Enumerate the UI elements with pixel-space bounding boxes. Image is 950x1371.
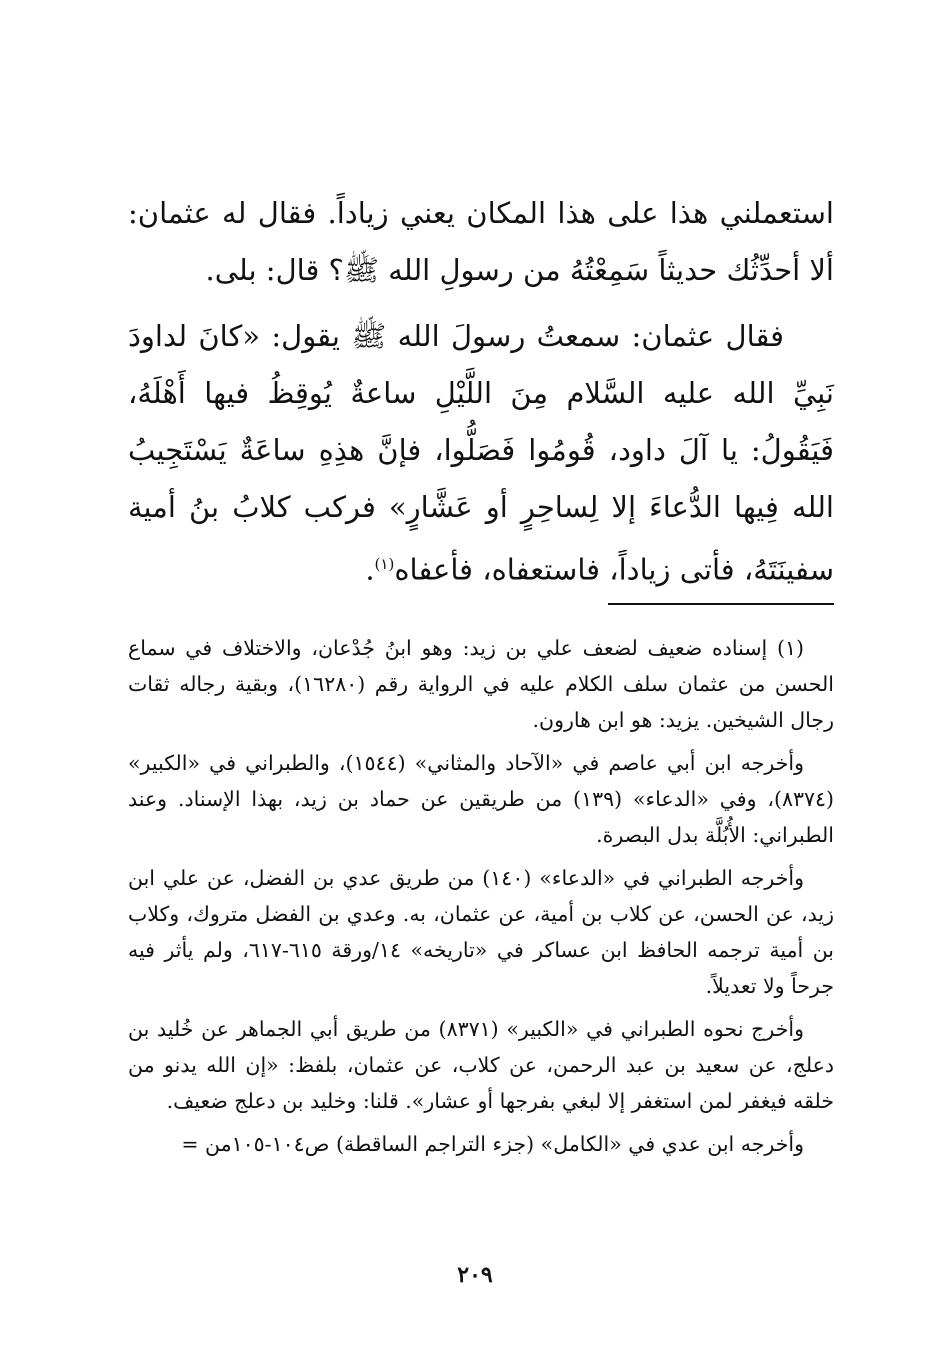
footnote-separator	[608, 603, 834, 605]
footnote-paragraph-2: وأخرجه ابن أبي عاصم في «الآحاد والمثاني» (١٥٤٤)، والطبراني في «الكبير» (٨٣٧٤)، وفي «الدعاء» (١٣٩) من طريقين عن حماد بن زيد، بهذا الإسناد. وعند الطبراني: الأُبُلَّة بدل البصرة.	[128, 751, 834, 847]
footnote-reference[interactable]: (١)	[374, 555, 395, 573]
footnote-paragraph-5: وأخرجه ابن عدي في «الكامل» (جزء التراجم الساقطة) ص١٠٤-١٠٥من =	[181, 1132, 804, 1156]
main-paragraph-2-end: .	[365, 552, 375, 587]
page-number: ٢٠٩	[457, 1262, 493, 1288]
footnote-paragraph-3: وأخرجه الطبراني في «الدعاء» (١٤٠) من طريق عدي بن الفضل، عن علي ابن زيد، عن الحسن، عن كلاب بن أمية، عن عثمان، به. وعدي بن الفضل متروك، وكلاب بن أمية ترجمه الحافظ ابن عساكر في «تاريخه» ١٤/ورقة ٦١٥-٦١٧، ولم يأثر فيه جرحاً ولا تعديلاً.	[128, 866, 835, 998]
main-paragraph-2-text: فقال عثمان: سمعتُ رسولَ الله ﷺ يقول: «كانَ لداودَ نَبِيِّ الله عليه السَّلام مِنَ اللَّيْلِ ساعةٌ يُوقِظُ فيها أَهْلَهُ، فَيَقُولُ: يا آلَ داود، قُومُوا فَصَلُّوا، فإنَّ هذِهِ ساعَةٌ يَسْتَجِيبُ الله فِيها الدُّعاءَ إلا لِساحِرٍ أو عَشَّارٍ» فركب كلابُ بنُ أمية سفينَتَهُ، فأتى زياداً، فاستعفاه، فأعفاه	[128, 319, 834, 587]
footnote-paragraph-4: وأخرج نحوه الطبراني في «الكبير» (٨٣٧١) من طريق أبي الجماهر عن خُليد بن دعلج، عن سعيد بن عبد الرحمن، عن كلاب، عن عثمان، بلفظ: «إن الله يدنو من خلقه فيغفر لمن استغفر إلا لبغي بفرجها أو عشار». قلنا: وخليد بن دعلج ضعيف.	[128, 1017, 834, 1113]
main-text	[128, 185, 834, 599]
footnotes	[128, 630, 834, 1169]
footnote-1: (١) إسناده ضعيف لضعف علي بن زيد: وهو ابنُ جُدْعان، والاختلاف في سماع الحسن من عثمان سلف الكلام عليه في الرواية رقم (١٦٢٨٠)، وبقية رجاله ثقات رجال الشيخين. يزيد: هو ابن هارون.	[128, 636, 834, 732]
main-paragraph-1: استعملني هذا على هذا المكان يعني زياداً. فقال له عثمان: ألا أحدِّثُك حديثاً سَمِعْتُهُ من رسولِ الله ﷺ؟ قال: بلى.	[128, 196, 834, 287]
main-paragraph-2	[128, 308, 834, 599]
